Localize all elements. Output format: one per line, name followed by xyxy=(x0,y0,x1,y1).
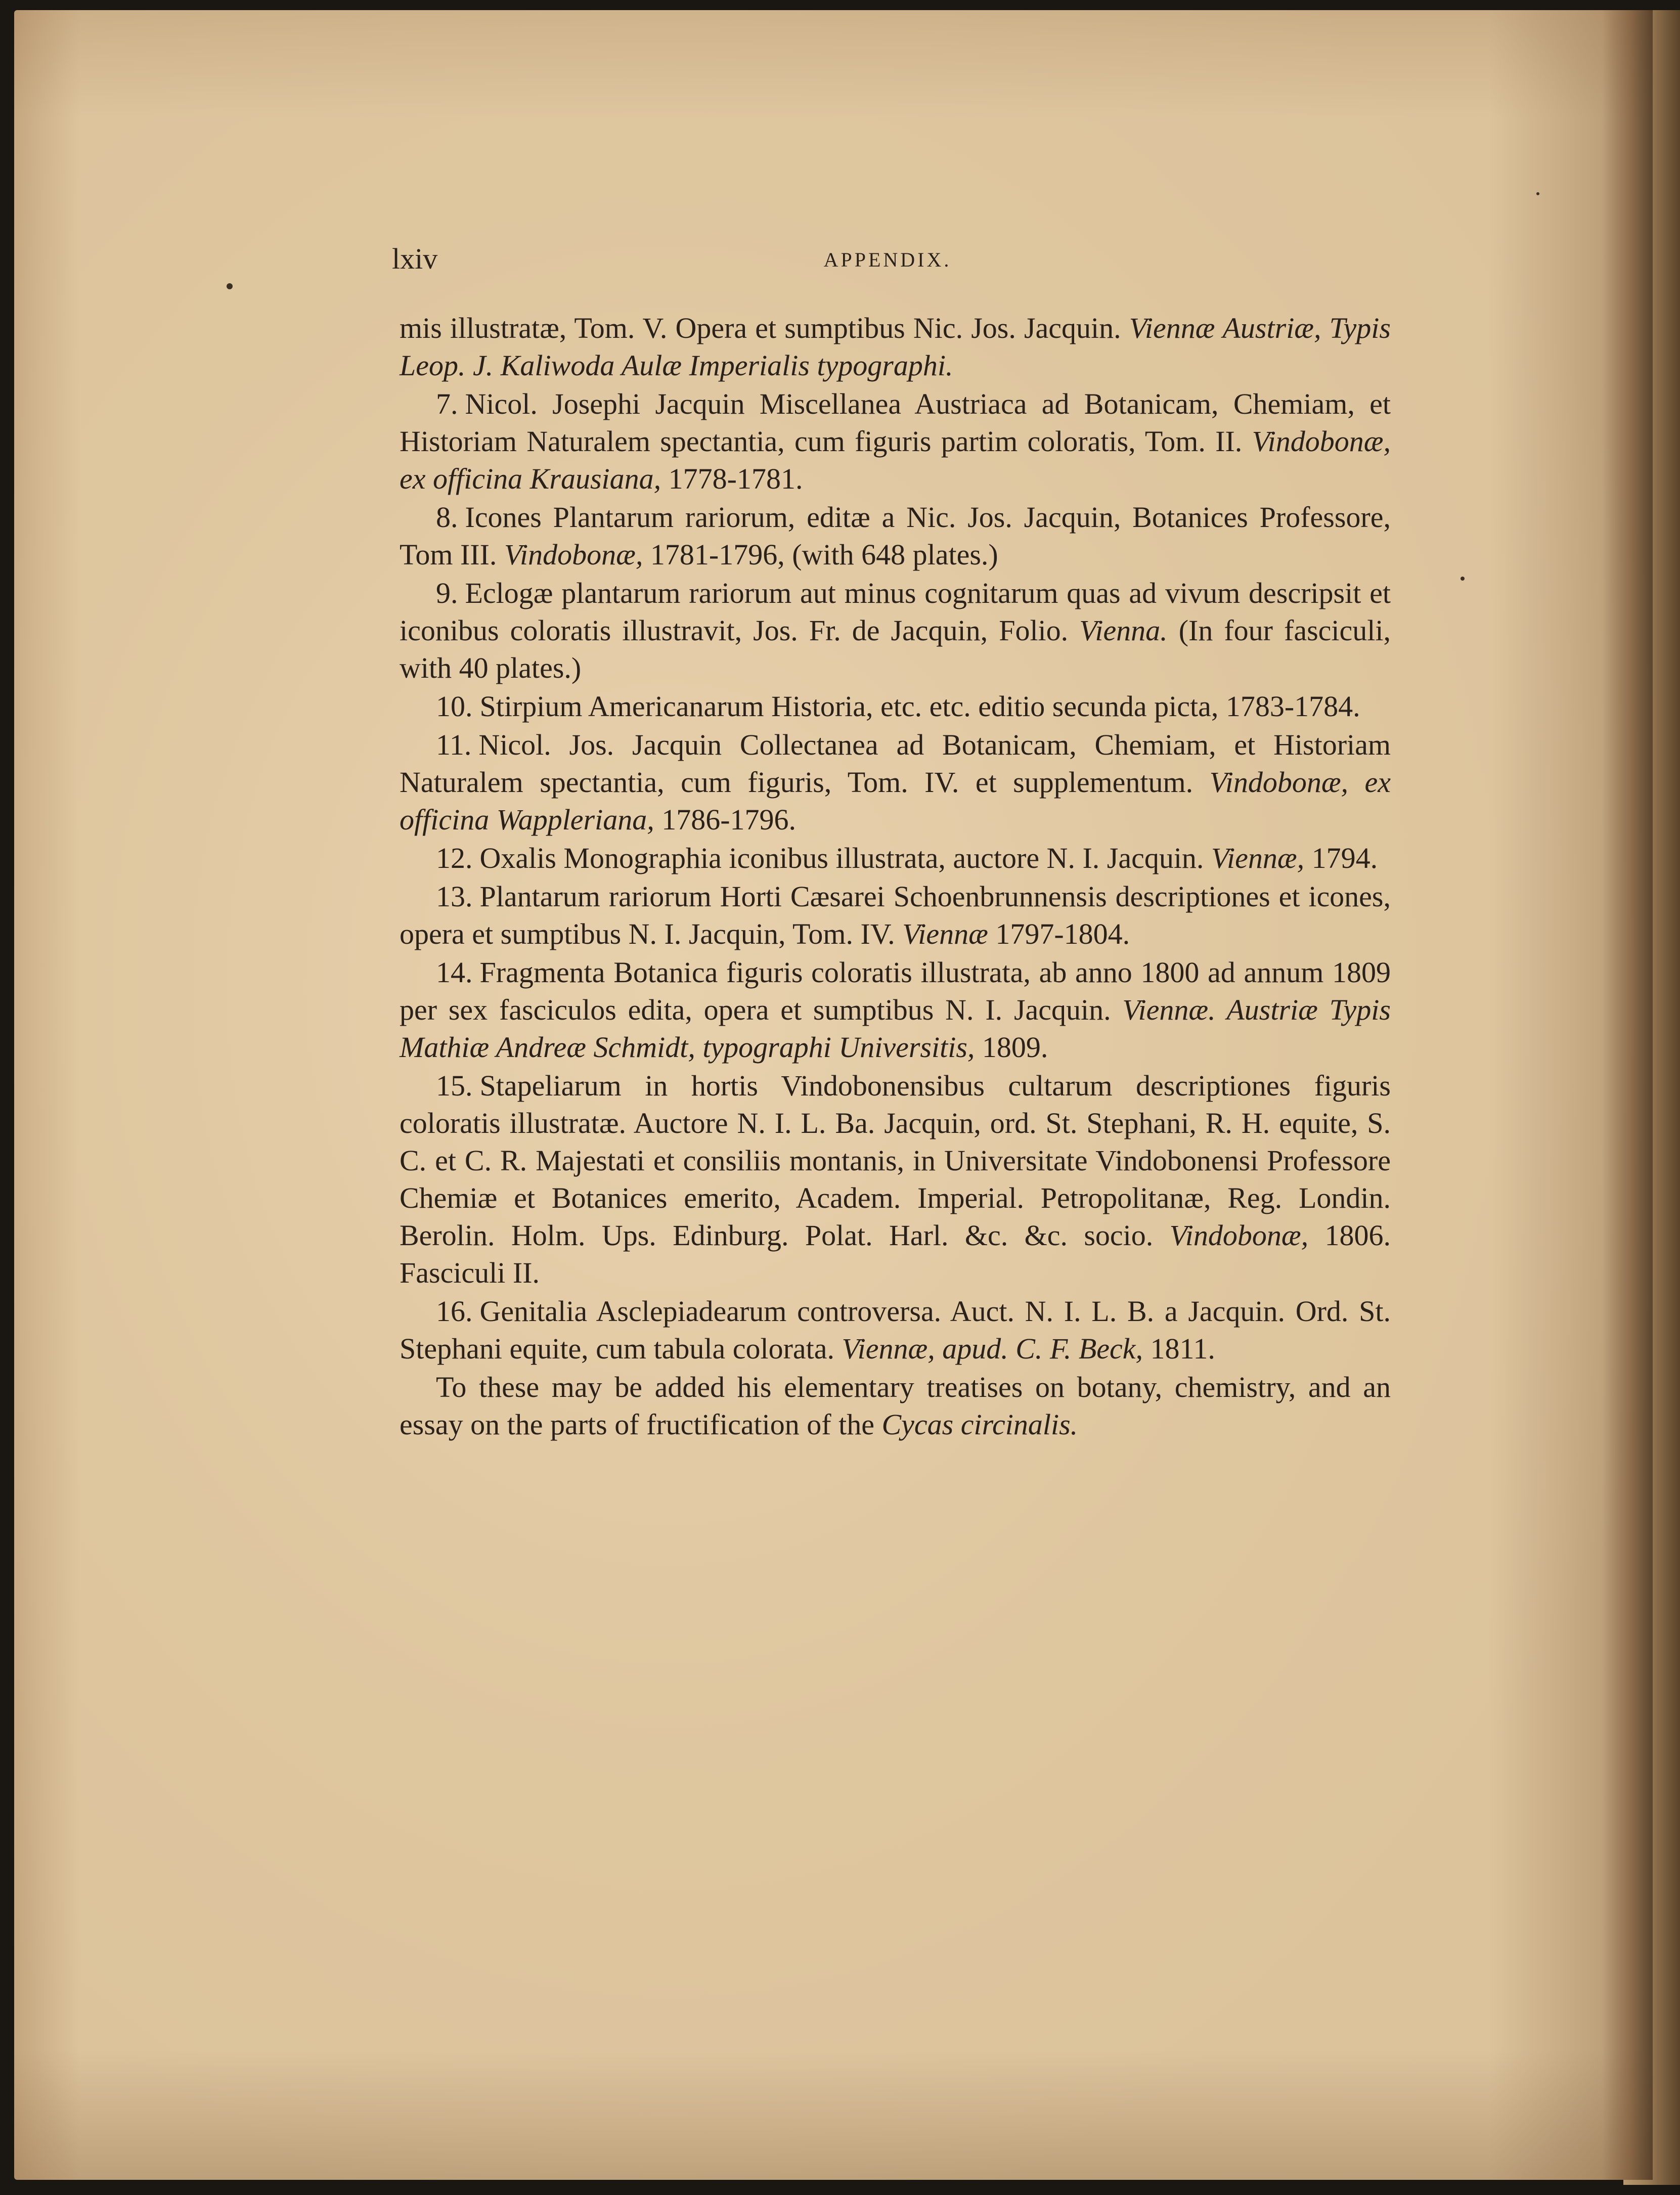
bibliography-entry xyxy=(400,954,1391,1066)
ink-speck xyxy=(1461,577,1465,581)
entry-title: Oxalis Monographia iconibus illustrata, auctore N. I. Jacquin. xyxy=(479,842,1211,874)
page-gutter-shadow xyxy=(1602,10,1653,2180)
continuation-text: mis illustratæ, Tom. V. Opera et sumptibus Nic. Jos. Jacquin. xyxy=(400,312,1129,344)
entry-imprint: Viennæ, xyxy=(1211,842,1305,874)
bibliography-entry xyxy=(400,688,1391,725)
bibliography-entry xyxy=(400,1067,1391,1292)
entry-title: Eclogæ plantarum rariorum aut minus cognitarum quas ad vivum descripsit et iconibus coloratis illustravit, Jos. Fr. de Jacquin, Folio. xyxy=(400,577,1391,647)
bibliography-entry xyxy=(400,1293,1391,1368)
bibliography-entry xyxy=(400,840,1391,877)
entry-title: Stapeliarum in hortis Vindobonensibus cultarum descriptiones figuris coloratis illustratæ. Auctore N. I. L. Ba. Jacquin, ord. St. Stephani, R. H. equite, S. C. et C. R. Majestati et consiliis montanis, in Universitate Vindobonensi Professore Chemiæ et Botanices emerito, Academ. Imperial. Petropolitanæ, Reg. Londin. Berolin. Holm. Ups. Edinburg. Polat. Harl. &c. &c. socio. xyxy=(400,1069,1391,1252)
entry-imprint: Vindobonæ, ex officina Krausiana, xyxy=(400,425,1391,495)
bibliography-entry xyxy=(400,499,1391,574)
bibliography-entry xyxy=(400,385,1391,498)
entry-imprint: Viennæ xyxy=(902,917,988,950)
closing-paragraph xyxy=(400,1369,1391,1443)
entry-title: Nicol. Josephi Jacquin Miscellanea Austriaca ad Botanicam, Chemiam, et Historiam Naturalem spectantia, cum figuris partim coloratis, Tom. II. xyxy=(400,387,1391,458)
entry-number: 7. xyxy=(436,387,458,420)
entry-number: 10. xyxy=(436,690,473,723)
bibliography-entry xyxy=(400,726,1391,839)
entry-imprint: Vienna. xyxy=(1079,614,1168,647)
entry-number: 12. xyxy=(436,842,473,874)
entry-imprint: Vindobonæ, xyxy=(1169,1219,1309,1252)
entry-imprint: Viennæ. Austriæ Typis Mathiæ Andreæ Schmidt, typographi Universitis, xyxy=(400,993,1391,1064)
entry-date: (In four fasciculi, with 40 plates.) xyxy=(400,614,1391,684)
continuation-imprint: Viennæ Austriæ, Typis Leop. J. Kaliwoda Aulæ Imperialis typographi. xyxy=(400,312,1391,382)
continuation-paragraph xyxy=(400,310,1391,384)
entry-date: 1786-1796. xyxy=(654,803,797,836)
entry-number: 14. xyxy=(436,956,473,989)
entry-imprint: Vindobonæ, xyxy=(504,538,643,571)
entry-number: 11. xyxy=(436,728,472,761)
entry-date: 1797-1804. xyxy=(988,917,1130,950)
ink-speck xyxy=(1536,192,1539,195)
entry-date: 1809. xyxy=(975,1031,1048,1064)
entry-number: 8. xyxy=(436,501,458,534)
entry-number: 16. xyxy=(436,1295,473,1328)
entry-title: Stirpium Americanarum Historia, etc. etc. editio secunda picta, 1783-1784. xyxy=(479,690,1360,723)
entry-imprint: Vindobonæ, ex officina Wappleriana, xyxy=(400,766,1391,836)
bibliography-entry xyxy=(400,878,1391,953)
ink-speck xyxy=(227,283,233,289)
page-header xyxy=(392,242,1383,282)
entry-number: 15. xyxy=(436,1069,473,1102)
entry-date: 1781-1796, (with 648 plates.) xyxy=(643,538,998,571)
entry-date: 1794. xyxy=(1304,842,1378,874)
page-number: lxiv xyxy=(392,242,438,275)
entry-date: 1811. xyxy=(1143,1332,1215,1365)
running-head: APPENDIX. xyxy=(823,248,952,271)
entry-number: 9. xyxy=(436,577,458,609)
entry-title: Genitalia Asclepiadearum controversa. Auct. N. I. L. B. a Jacquin. Ord. St. Stephani equite, cum tabula colorata. xyxy=(400,1295,1391,1365)
entry-date: 1778-1781. xyxy=(661,462,803,495)
entry-imprint: Viennæ, apud. C. F. Beck, xyxy=(842,1332,1143,1365)
entry-title: Icones Plantarum rariorum, editæ a Nic. Jos. Jacquin, Botanices Professore, Tom III. xyxy=(400,501,1391,571)
body-text xyxy=(400,310,1391,1444)
entry-date: 1806. Fasciculi II. xyxy=(400,1219,1391,1289)
entry-title: Fragmenta Botanica figuris coloratis illustrata, ab anno 1800 ad annum 1809 per sex fasciculos edita, opera et sumptibus N. I. Jacquin. xyxy=(400,956,1391,1026)
entry-title: Nicol. Jos. Jacquin Collectanea ad Botanicam, Chemiam, et Historiam Naturalem spectantia, cum figuris, Tom. IV. et supplementum. xyxy=(400,728,1391,799)
entry-title: Plantarum rariorum Horti Cæsarei Schoenbrunnensis descriptiones et icones, opera et sumptibus N. I. Jacquin, Tom. IV. xyxy=(400,880,1391,950)
closing-species: Cycas circinalis. xyxy=(881,1408,1078,1441)
closing-text: To these may be added his elementary treatises on botany, chemistry, and an essay on the parts of fructification of the xyxy=(400,1371,1391,1441)
entry-number: 13. xyxy=(436,880,473,913)
bibliography-entry xyxy=(400,575,1391,687)
